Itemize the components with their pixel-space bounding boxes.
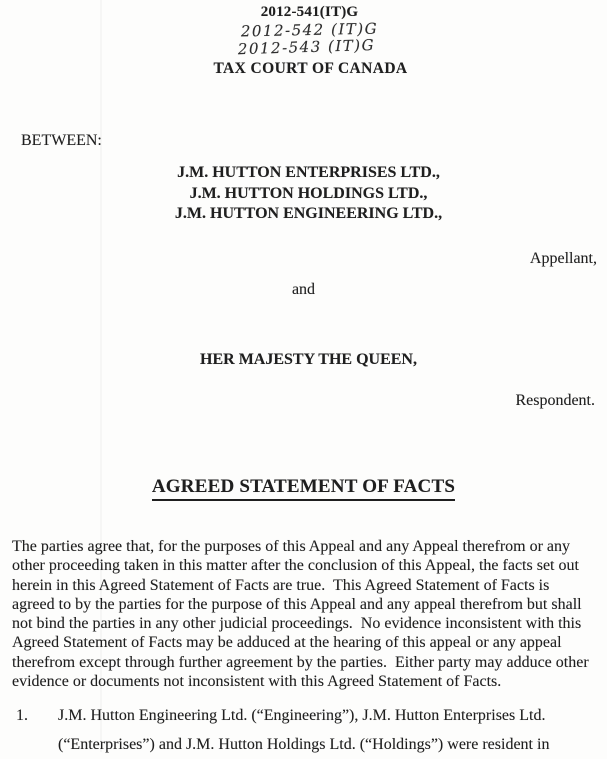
docket-number-handwritten-2: 2012-543 (IT)G <box>237 35 376 59</box>
fact-text: J.M. Hutton Engineering Ltd. (“Engineering”), J.M. Hutton Enterprises Ltd. (“Enterprises”) and J.M. Hutton Holdings Ltd. (“Holdings”) were resident in <box>58 707 550 753</box>
appellant-name-engineering: J.M. HUTTON ENGINEERING LTD., <box>174 205 443 222</box>
court-name: TAX COURT OF CANADA <box>213 60 408 77</box>
docket-number-handwritten-1: 2012-542 (IT)G <box>240 19 379 41</box>
conjunction-and: and <box>291 281 316 298</box>
respondent-role-label: Respondent. <box>515 392 595 409</box>
appellant-role-label: Appellant, <box>529 250 597 267</box>
between-label: BETWEEN: <box>21 132 102 149</box>
fact-item-1 <box>0 701 607 759</box>
docket-number-typed: 2012-541(IT)G <box>260 4 359 20</box>
intro-paragraph: The parties agree that, for the purposes of this Appeal and any Appeal therefrom or any other proceeding taken in this matter after the conclusion of this Appeal, the facts set out herein in this Agreed Statement of Facts are true. This Agreed Statement of Facts is agreed to by the parties for the purpose of this Appeal and any appeal therefrom but shall not bind the parties in any other judicial proceedings. No evidence inconsistent with this Agreed Statement of Facts may be adduced at the hearing of this appeal or any appeal therefrom except through further agreement by the parties. Either party may adduce other evidence or documents not inconsistent with this Agreed Statement of Facts. <box>12 538 593 691</box>
appellant-name-enterprises: J.M. HUTTON ENTERPRISES LTD., <box>177 164 440 181</box>
respondent-name: HER MAJESTY THE QUEEN, <box>200 351 417 368</box>
docket-number-block <box>0 4 607 59</box>
document-heading-wrap <box>0 476 607 501</box>
appellant-names-block <box>0 163 607 225</box>
document-heading: AGREED STATEMENT OF FACTS <box>152 476 455 501</box>
appellant-name-holdings: J.M. HUTTON HOLDINGS LTD., <box>189 184 428 202</box>
fact-number: 1. <box>16 707 28 724</box>
